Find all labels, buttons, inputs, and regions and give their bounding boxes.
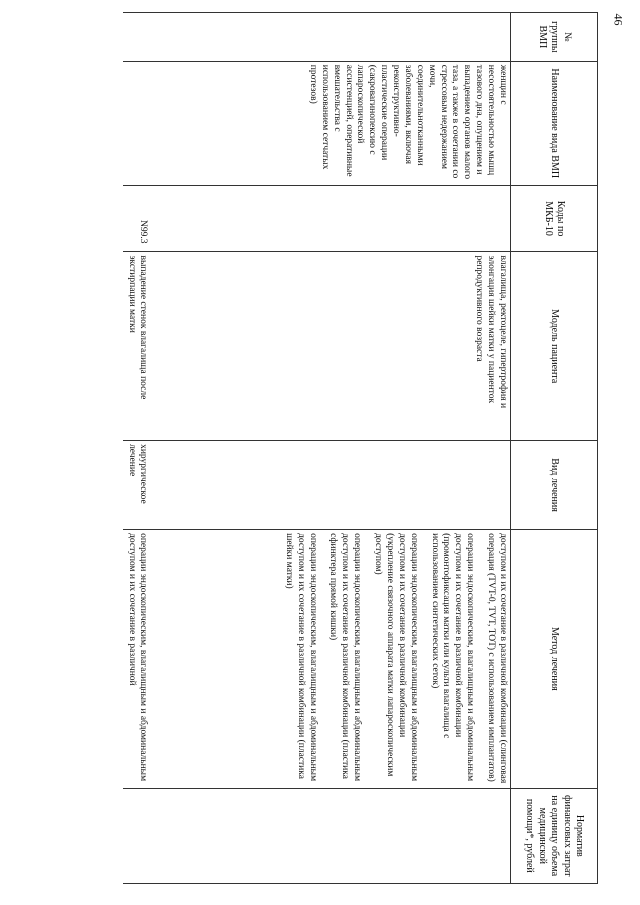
cell-patient-model: влагалища, ректоцеле, гипертрофия и элонгация шейки матки у пациенток репродуктивного возраста <box>151 252 511 441</box>
table-row <box>151 13 511 884</box>
header-vmp-type: Наименование вида ВМП <box>511 61 598 185</box>
cell-group-no <box>123 13 151 62</box>
cell-treatment-method <box>151 530 511 789</box>
method-item: операции эндоскопическим, влагалищным и абдоминальным доступом и их сочетание в различной комбинации (пластика сфинктера прямой кишки) <box>328 533 363 782</box>
table-row <box>123 13 151 884</box>
cell-cost <box>151 788 511 883</box>
header-icd-codes: Коды по МКБ-10 <box>511 185 598 252</box>
cell-icd-codes <box>151 185 511 252</box>
method-item: доступом и их сочетание в различной комбинации (слинговая операция (TVT-0, TVT, TOT) с использованием имплантатов) <box>486 533 508 784</box>
method-item: операции эндоскопическим, влагалищным и абдоминальным доступом и их сочетание в различной комбинации (пластика шейки матки) <box>283 533 318 782</box>
cell-cost <box>123 788 151 883</box>
cell-treatment-type <box>151 441 511 530</box>
table-header-row <box>511 13 598 884</box>
header-group-no: № группы ВМП <box>511 13 598 62</box>
header-treatment-type: Вид лечения <box>511 441 598 530</box>
cell-treatment-method <box>123 530 151 789</box>
header-cost-norm: Норматив финансовых затрат на единицу объема медицинской помощи*, рублей <box>511 788 598 883</box>
rotated-page <box>68 4 608 904</box>
page-number: 46 <box>611 13 626 26</box>
header-patient-model: Модель пациента <box>511 252 598 441</box>
cell-vmp-type <box>123 61 151 185</box>
cell-vmp-type: женщин с несостоятельностью мышц тазового дна, опущением и выпадением органов малого таза, а также в сочетании со стрессовым недержанием мочи, соединительнотканными заболеваниями, включая реконструктивно-пластические операции (сакровагинопексию с лапароскопической ассистенцией, оперативные вмешательства с использованием сетчатых протезов) <box>151 61 511 185</box>
cell-icd-codes: N99.3 <box>123 185 151 252</box>
cell-group-no <box>151 13 511 62</box>
method-item: операции эндоскопическим, влагалищным и абдоминальным доступом и их сочетание в различной комбинации (промонтофиксация матки или культи влагалища с использованием синтетических сеток) <box>429 533 476 782</box>
method-item: операции эндоскопическим, влагалищным и абдоминальным доступом и их сочетание в различной <box>126 533 149 782</box>
header-treatment-method: Метод лечения <box>511 530 598 789</box>
cell-patient-model: выпадение стенок влагалища после экстирпации матки <box>123 252 151 441</box>
vmp-table <box>123 12 598 884</box>
method-item: операции эндоскопическим, влагалищным и абдоминальным доступом и их сочетание в различной комбинации (укрепление связочного аппарата матки лапароскопическим доступом) <box>373 533 419 782</box>
cell-treatment-type: хирургическое лечение <box>123 441 151 530</box>
